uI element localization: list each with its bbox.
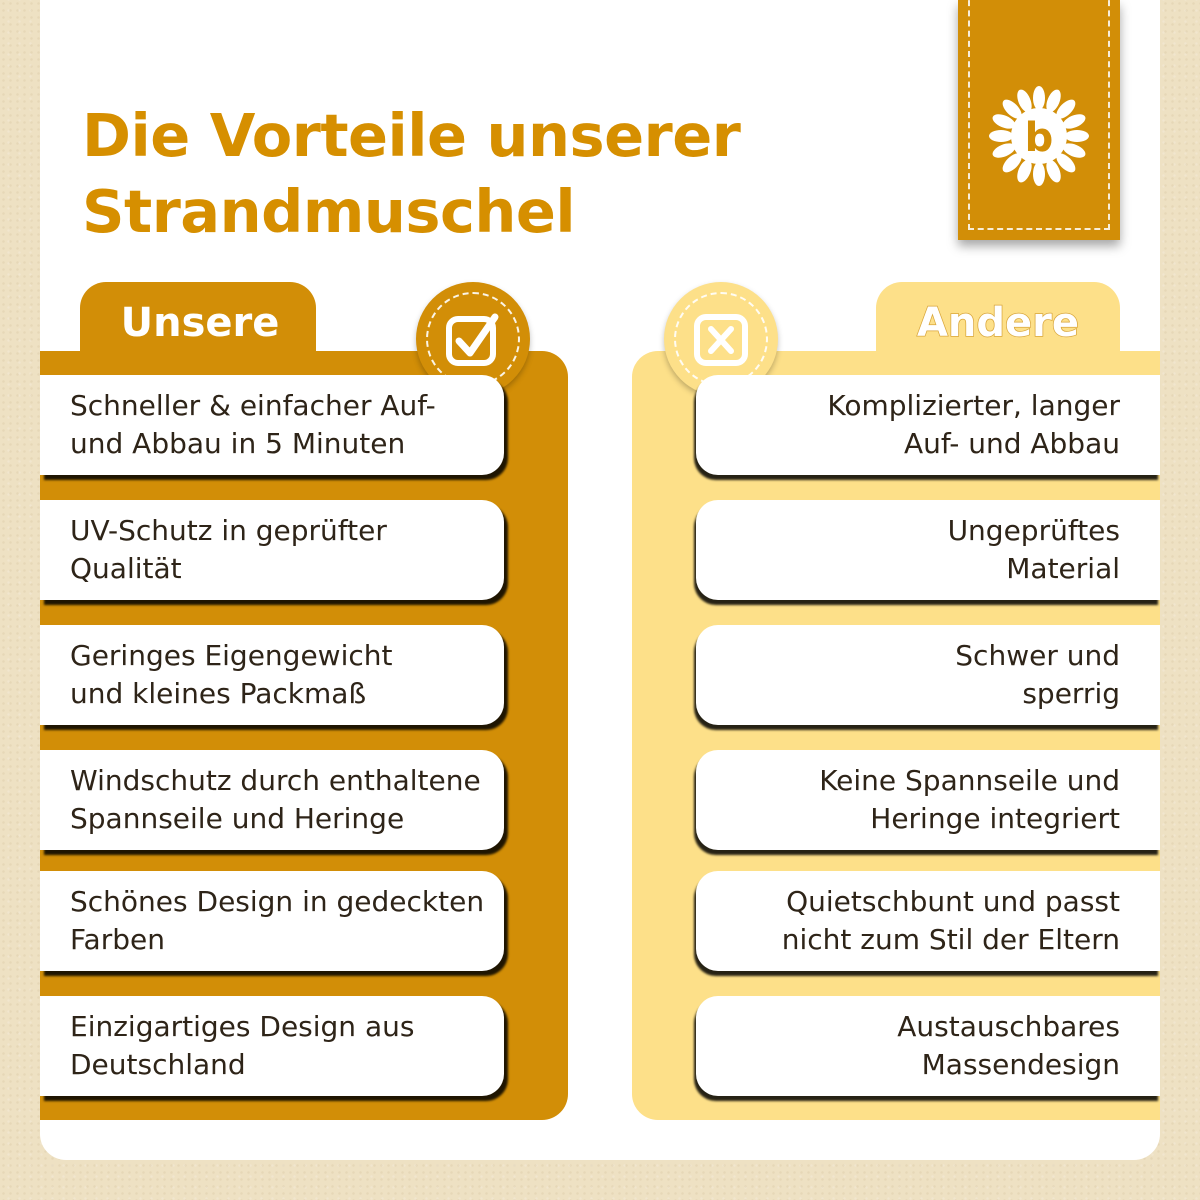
ours-item-text: Geringes Eigengewicht und kleines Packmaß [70,639,393,710]
others-list-item [696,375,1160,475]
ours-list-item [40,871,504,971]
others-tab [876,282,1120,372]
others-item-text: Austauschbares Massendesign [897,1010,1120,1081]
checkbox-checked-icon [443,309,503,369]
others-list-item [696,625,1160,725]
others-item-text: Komplizierter, langer Auf- und Abbau [827,389,1120,460]
svg-text:b: b [1024,115,1054,161]
others-item-text: Quietschbunt und passt nicht zum Stil der Eltern [781,885,1120,956]
title-line-1: Die Vorteile unserer [82,101,741,170]
others-list-item [696,500,1160,600]
others-item-text: Keine Spannseile und Heringe integriert [819,764,1120,835]
ours-item-text: Einzigartiges Design aus Deutschland [70,1010,415,1081]
ours-list-item [40,625,504,725]
ours-list-item [40,996,504,1096]
checkbox-crossed-icon [691,309,751,369]
ours-item-text: UV-Schutz in geprüfter Qualität [70,514,387,585]
others-list-item [696,996,1160,1096]
ours-list-item [40,500,504,600]
ours-list-item [40,750,504,850]
page-title [82,98,740,250]
ours-item-text: Windschutz durch enthaltene Spannseile und Heringe [70,764,481,835]
others-item-text: Schwer und sperrig [955,639,1120,710]
ours-item-text: Schneller & einfacher Auf- und Abbau in 5 Minuten [70,389,436,460]
brand-logo-tag [958,0,1120,240]
title-line-2: Strandmuschel [82,177,576,246]
ours-tab-label: Unsere [120,300,280,346]
ours-tab [80,282,316,372]
others-tab-label: Andere [916,300,1080,346]
others-item-text: Ungeprüftes Material [947,514,1120,585]
ours-list-item [40,375,504,475]
brand-flower-b-logo-icon [983,80,1095,192]
others-list-item [696,871,1160,971]
others-list-item [696,750,1160,850]
ours-item-text: Schönes Design in gedeckten Farben [70,885,485,956]
